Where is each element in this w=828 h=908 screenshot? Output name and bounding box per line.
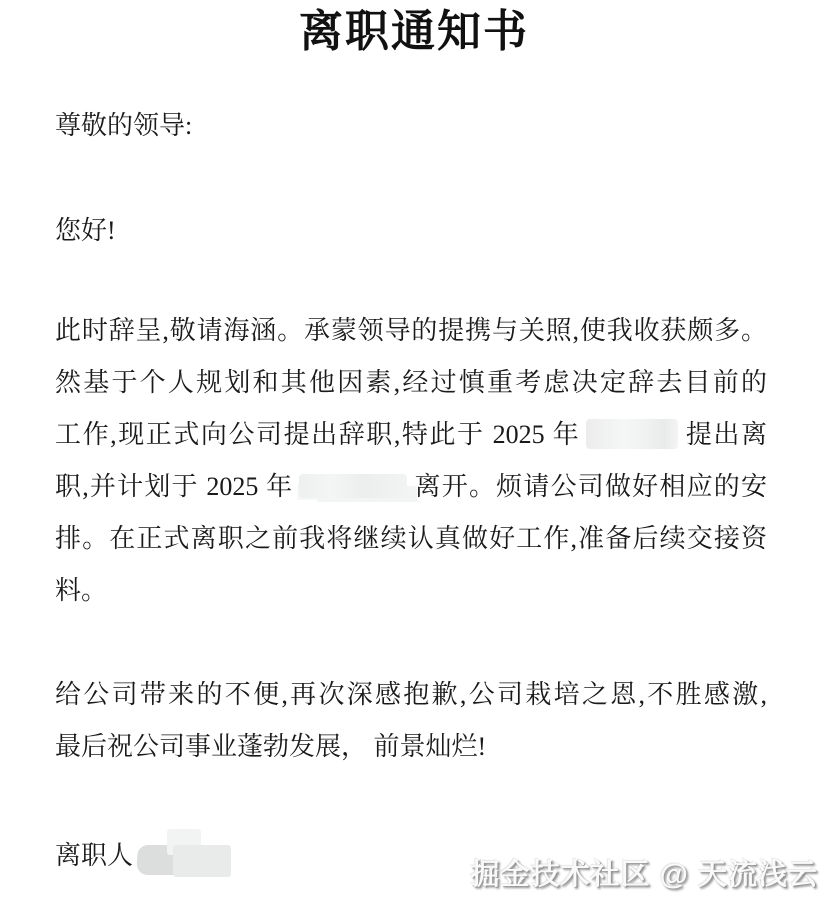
- redaction-blur-name: [137, 831, 233, 881]
- signature-label: 离职人: [55, 841, 134, 870]
- paragraph1-line4: [55, 461, 767, 513]
- paragraph1-line4-text-before: 职,并计划于 2025 年: [55, 472, 294, 501]
- document-title: 离职通知书: [299, 7, 529, 56]
- redaction-blob: [173, 845, 231, 877]
- paragraph1-line3-text-before: 工作,现正式向公司提出辞职,特此于 2025 年: [55, 420, 581, 449]
- paragraph1-line3-text-after: 提出离: [684, 420, 767, 449]
- paragraph1-line3: [55, 409, 767, 461]
- salutation-text: 您好!: [55, 216, 116, 245]
- paragraph1-line5: 排。在正式离职之前我将继续认真做好工作,准备后续交接资: [55, 524, 767, 553]
- salutation-line: [55, 205, 767, 257]
- redaction-blur-date-2: [299, 474, 407, 498]
- paragraph2-line1: 给公司带来的不便,再次深感抱歉,公司栽培之恩,不胜感激,: [55, 680, 767, 709]
- paragraph1-line6: 料。: [55, 576, 108, 605]
- greeting-text: 尊敬的领导:: [55, 111, 193, 140]
- paragraph2-line2: 最后祝公司事业蓬勃发展， 前景灿烂!: [55, 732, 487, 761]
- paragraph1-line4-text-after: 离开。烦请公司做好相应的安: [413, 472, 767, 501]
- watermark-text: 掘金技术社区 @ 天流浅云: [470, 859, 818, 891]
- paragraph1-line1: 此时辞呈,敬请海涵。承蒙领导的提携与关照,使我收获颇多。: [55, 316, 767, 345]
- paragraph1-line2: 然基于个人规划和其他因素,经过慎重考虑决定辞去目前的: [55, 368, 767, 397]
- paragraph-gratitude: [55, 669, 767, 773]
- paragraph-resignation: [55, 305, 767, 617]
- redaction-blur-date-1: [586, 419, 678, 449]
- greeting-line: [55, 100, 767, 152]
